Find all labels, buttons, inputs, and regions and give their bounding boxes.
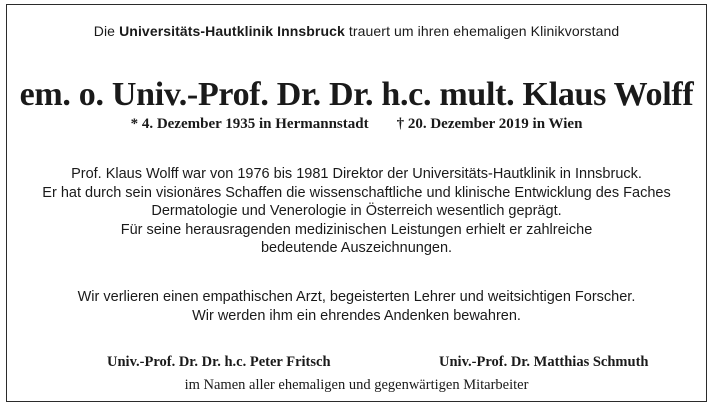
biography-line: Dermatologie und Venerologie in Österreich wesentlich geprägt.: [151, 203, 562, 220]
biography-line: Für seine herausragenden medizinischen Leistungen erhielt er zahlreiche: [120, 221, 593, 238]
intro-prefix: Die: [93, 23, 116, 39]
intro-line: [7, 22, 706, 40]
death-date: † 20. Dezember 2019 in Wien: [396, 116, 583, 132]
signatory-fritsch: Univ.-Prof. Dr. Dr. h.c. Peter Fritsch: [107, 354, 331, 370]
closing-line: im Namen aller ehemaligen und gegenwärtigen Mitarbeiter: [184, 377, 529, 393]
life-dates: [7, 114, 706, 134]
farewell-line: Wir werden ihm ein ehrendes Andenken bewahren.: [192, 307, 521, 324]
farewell-line: Wir verlieren einen empathischen Arzt, begeisterten Lehrer und weitsichtigen Forscher.: [77, 289, 636, 305]
institution-name: Universitäts-Hautklinik Innsbruck: [119, 23, 345, 39]
biography-line: Er hat durch sein visionäres Schaffen die wissenschaftliche und klinische Entwicklung des Faches: [42, 184, 671, 201]
farewell: [7, 288, 706, 325]
intro-suffix: trauert um ihren ehemaligen Klinikvorstand: [348, 23, 620, 39]
biography-line: bedeutende Auszeichnungen.: [260, 240, 453, 257]
deceased-name: em. o. Univ.-Prof. Dr. Dr. h.c. mult. Klaus Wolff: [19, 76, 694, 113]
birth-date: * 4. Dezember 1935 in Hermannstadt: [130, 116, 369, 132]
biography: [7, 165, 706, 258]
obituary-notice: [6, 4, 707, 402]
biography-line: Prof. Klaus Wolff war von 1976 bis 1981 Direktor der Universitäts-Hautklinik in Innsbruck.: [71, 166, 642, 182]
signatory-schmuth: Univ.-Prof. Dr. Matthias Schmuth: [439, 354, 649, 370]
